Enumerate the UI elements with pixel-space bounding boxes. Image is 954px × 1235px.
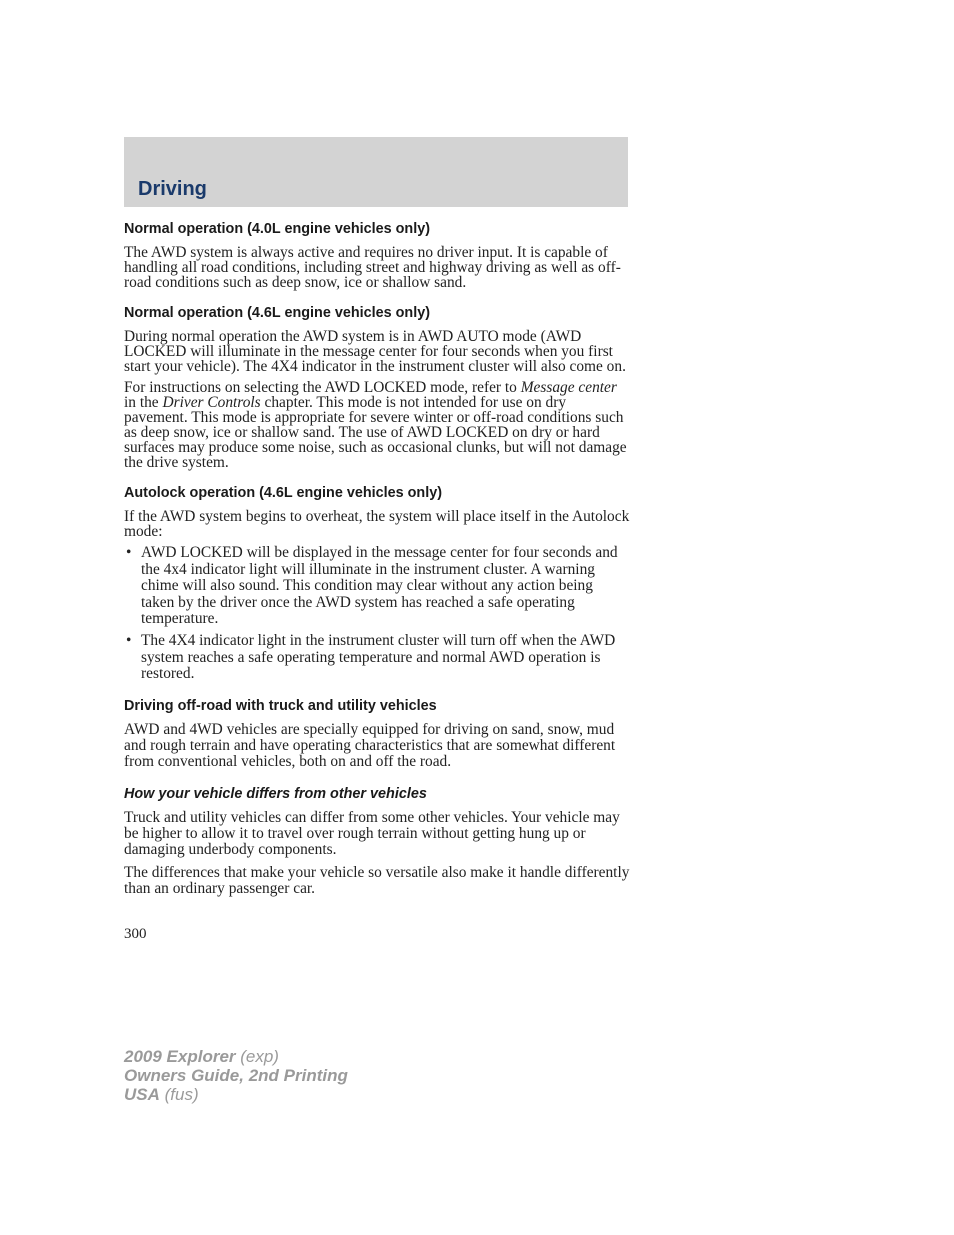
heading-autolock-operation: Autolock operation (4.6L engine vehicles only) — [124, 485, 442, 501]
bullet-icon: • — [126, 631, 132, 649]
section-title: Driving — [138, 178, 207, 200]
heading-driving-off-road: Driving off-road with truck and utility vehicles — [124, 697, 437, 714]
page-content — [124, 220, 630, 911]
page-number: 300 — [124, 926, 147, 942]
heading-vehicle-differences: How your vehicle differs from other vehicles — [124, 785, 427, 802]
section-header-band — [124, 137, 628, 207]
section-normal-operation-46l — [124, 304, 630, 470]
bullet-list — [124, 545, 630, 683]
section-autolock-operation — [124, 484, 630, 683]
section-vehicle-differences — [124, 785, 630, 897]
paragraph: The AWD system is always active and requires no driver input. It is capable of handling all road conditions, including street and highway driving as well as off-road conditions such as deep snow, ice or shallow sand. — [124, 244, 621, 291]
footer-line-market: USA (fus) — [124, 1085, 199, 1104]
section-normal-operation-40l — [124, 220, 630, 290]
document-footer — [124, 1047, 348, 1104]
paragraph: Truck and utility vehicles can differ from some other vehicles. Your vehicle may be higher to allow it to travel over rough terrain without getting hung up or damaging underbody components. — [124, 808, 620, 859]
list-item: • AWD LOCKED will be displayed in the message center for four seconds and the 4x4 indicator light will illuminate in the instrument cluster. A warning chime will also sound. This condition may clear without any action being taken by the driver once the AWD system has reached a safe operating temperature. — [126, 544, 618, 628]
list-item: • The 4X4 indicator light in the instrument cluster will turn off when the AWD system reaches a safe operating temperature and normal AWD operation is restored. — [126, 631, 616, 683]
bullet-icon: • — [126, 544, 132, 561]
reference-message-center: Message center — [520, 379, 617, 396]
paragraph: If the AWD system begins to overheat, the system will place itself in the Autolock mode: — [124, 508, 630, 540]
reference-driver-controls: Driver Controls — [162, 394, 261, 411]
heading-normal-operation-40l: Normal operation (4.0L engine vehicles only) — [124, 221, 431, 237]
paragraph: The differences that make your vehicle so versatile also make it handle differently than an ordinary passenger car. — [124, 863, 630, 897]
heading-normal-operation-46l: Normal operation (4.6L engine vehicles only) — [124, 305, 431, 321]
footer-line-model: 2009 Explorer (exp) — [124, 1047, 279, 1066]
section-driving-off-road — [124, 697, 630, 771]
paragraph: During normal operation the AWD system is in AWD AUTO mode (AWD LOCKED will illuminate in the message center for four seconds when you first start your vehicle). The 4X4 indicator in the instrument cluster will also come on. — [124, 328, 626, 375]
footer-line-edition: Owners Guide, 2nd Printing — [124, 1066, 348, 1085]
paragraph-with-references: For instructions on selecting the AWD LOCKED mode, refer to Message center in the Driver Controls chapter. This mode is not intended for use on dry pavement. This mode is appropriate for severe winter or off-road conditions such as deep snow, ice or shallow sand. The use of AWD LOCKED on dry or hard surfaces may produce some noise, such as occasional clunks, but will not damage the drive system. — [124, 379, 627, 471]
paragraph: AWD and 4WD vehicles are specially equipped for driving on sand, snow, mud and rough terrain and have operating characteristics that are somewhat different from conventional vehicles, both on and off the road. — [124, 720, 616, 771]
